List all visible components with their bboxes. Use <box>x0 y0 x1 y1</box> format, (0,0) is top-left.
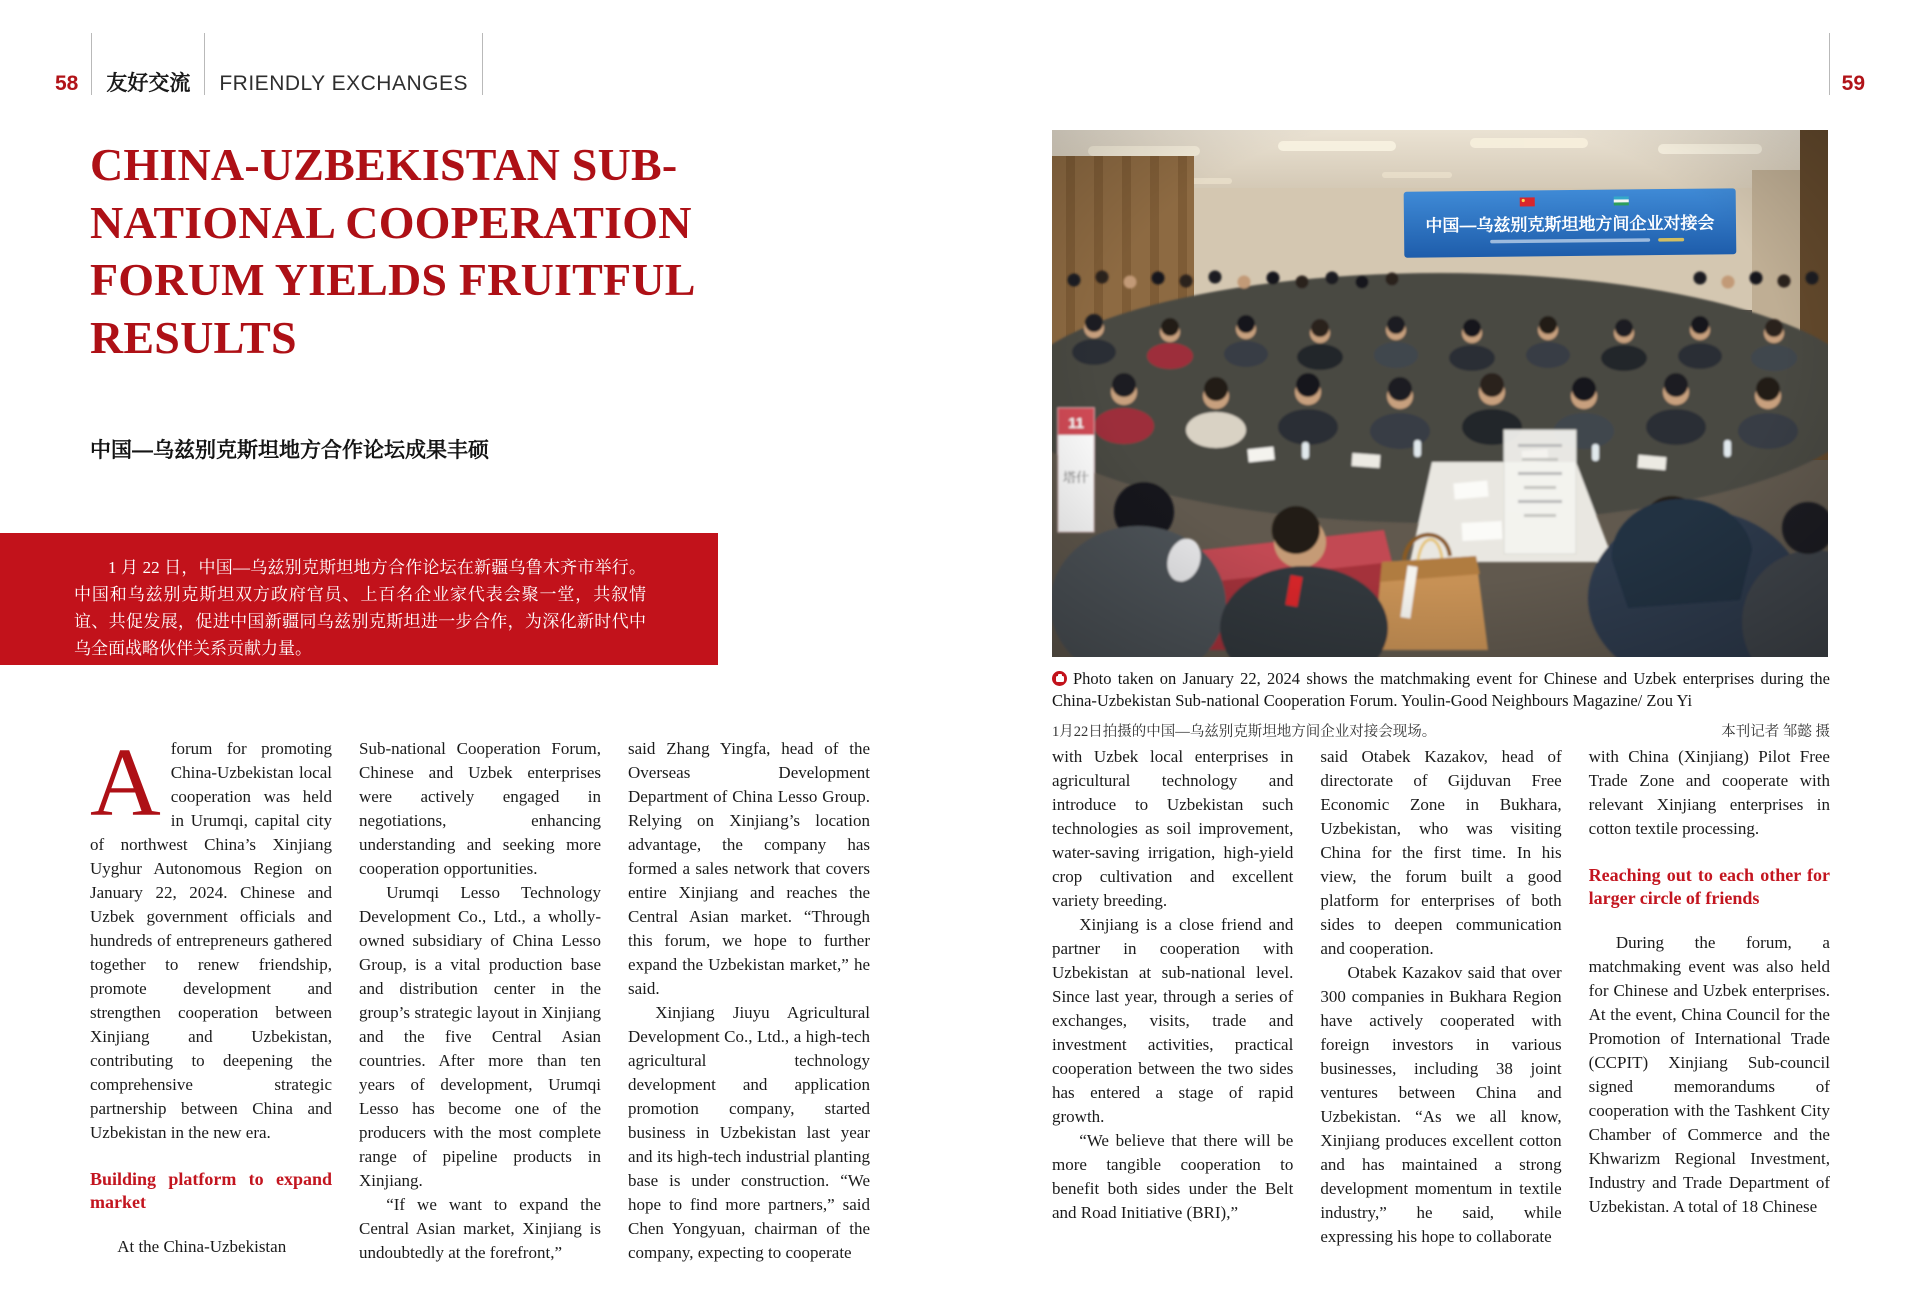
page-number-left: 58 <box>55 72 79 95</box>
text-column <box>90 737 332 1297</box>
body-paragraph: said Otabek Kazakov, head of directorate of Gijduvan Free Economic Zone in Bukhara, Uzbekistan, who was visiting China for the first time. In his view, the forum built a good platform for enterprises of both sides to deepen communication and cooperation. <box>1320 747 1562 958</box>
photo-vignette <box>1052 130 1828 657</box>
body-paragraph: Urumqi Lesso Technology Development Co., Ltd., a wholly-owned subsidiary of China Lesso Group, is a vital production base and distribution center in the group’s strategic layout in Xinjiang and the five Central Asian countries. After more than ten years of development, Urumqi Lesso has become one of the producers with the most complete range of pipeline products in Xinjiang. <box>359 883 601 1190</box>
article-title-line: FORUM YIELDS FRUITFUL <box>90 254 696 305</box>
article-title-line: NATIONAL COOPERATION <box>90 196 692 248</box>
article-title <box>90 136 730 366</box>
body-paragraph: Xinjiang Jiuyu Agricultural Development Co., Ltd., a high-tech agricultural technology development and application promotion company, started business in Uzbekistan last year and its high-tech industrial planting base is under construction. “We hope to find more partners,” said Chen Yongyuan, chairman of the company, expecting to cooperate <box>628 1003 870 1262</box>
lede-byline: 本刊记者 米日古力·吾 黑宏伟 <box>427 667 646 686</box>
camera-icon <box>1052 671 1067 686</box>
caption-text-en: Photo taken on January 22, 2024 shows the matchmaking event for Chinese and Uzbek enterprises during the China-Uzbekistan Sub-national Cooperation Forum. Youlin-Good Neighbours Magazine/ Zou Yi <box>1052 669 1830 710</box>
photo-caption <box>1052 668 1830 741</box>
caption-line-en <box>1052 668 1830 711</box>
caption-line-cn <box>1052 720 1830 741</box>
section-title-cn: 友好交流 <box>106 72 191 95</box>
running-head-left <box>55 33 483 95</box>
lede-text: 1 月 22 日，中国—乌兹别克斯坦地方合作论坛在新疆乌鲁木齐市举行。中国和乌兹别克斯坦双方政府官员、上百名企业家代表会聚一堂，共叙情谊、共促发展，促进中国新疆同乌兹别克斯坦进一步合作，为深化新时代中乌全面战略伙伴关系贡献力量。 <box>74 558 646 658</box>
photo-credit: 本刊记者 邹懿 摄 <box>1721 724 1830 740</box>
body-paragraph: Sub-national Cooperation Forum, Chinese and Uzbek enterprises were actively engaged in negotiations, enhancing understanding and seeking more cooperation opportunities. <box>359 739 601 878</box>
running-head-right <box>1829 33 1865 95</box>
body-columns-left <box>90 737 870 1297</box>
article-title-line: CHINA-UZBEKISTAN SUB- <box>90 139 678 190</box>
caption-text-cn: 1月22日拍摄的中国—乌兹别克斯坦地方间企业对接会现场。 <box>1052 724 1437 740</box>
lede-box <box>0 533 718 686</box>
body-paragraph: Aforum for promoting China-Uzbekistan local cooperation was held in Urumqi, capital city of northwest China’s Xinjiang Uyghur Autonomous Region on January 22, 2024. Chinese and Uzbek government officials and hundreds of entrepreneurs gathered together to renew friendship, promote development and strengthen cooperation between Xinjiang and Uzbekistan, contributing to deepening the comprehensive strategic partnership between China and Uzbekistan in the new era. <box>90 737 332 1142</box>
section-title-en: FRIENDLY EXCHANGES <box>219 72 468 95</box>
text-column <box>1052 745 1293 1297</box>
body-paragraph: During the forum, a matchmaking event was also held for Chinese and Uzbek enterprises. At the event, China Council for the Promotion of International Trade (CCPIT) Xinjiang Sub-council signed memorandums of cooperation with the Tashkent City Chamber of Commerce and the Khwarizm Regional Investment, Industry and Trade Department of Uzbekistan. A total of 18 Chinese <box>1588 933 1830 1216</box>
drop-cap: A <box>90 737 161 837</box>
forum-photo <box>1052 130 1828 657</box>
header-divider <box>1829 33 1830 95</box>
body-paragraph: At the China-Uzbekistan <box>117 1237 287 1256</box>
section-subhead: Building platform to expand market <box>90 1169 332 1212</box>
body-paragraph: with China (Xinjiang) Pilot Free Trade Zone and cooperate with relevant Xinjiang enterprises in cotton textile processing. <box>1588 747 1830 838</box>
body-paragraph: “We believe that there will be more tangible cooperation to benefit both sides under the Belt and Road Initiative (BRI),” <box>1052 1131 1294 1222</box>
article-subtitle-cn: 中国—乌兹别克斯坦地方合作论坛成果丰硕 <box>90 439 489 462</box>
body-columns-right <box>1052 745 1830 1297</box>
text-column <box>628 737 870 1297</box>
text-column <box>359 737 601 1297</box>
body-paragraph: with Uzbek local enterprises in agricultural technology and introduce to Uzbekistan such technologies as soil improvement, water-saving irrigation, high-yield crop cultivation and excellent variety breeding. <box>1052 747 1294 910</box>
body-paragraph: “If we want to expand the Central Asian market, Xinjiang is undoubtedly at the forefront,” <box>359 1195 601 1262</box>
header-divider <box>482 33 483 95</box>
header-divider <box>91 33 92 95</box>
text-column <box>1589 745 1830 1297</box>
body-paragraph: Xinjiang is a close friend and partner in cooperation with Uzbekistan at sub-national level. Since last year, through a series of exchanges, visits, trade and investment activities, practical cooperation between the two sides has entered a stage of rapid growth. <box>1052 915 1294 1126</box>
section-subhead: Reaching out to each other for larger circle of friends <box>1588 865 1830 908</box>
body-paragraph: said Zhang Yingfa, head of the Overseas Development Department of China Lesso Group. Relying on Xinjiang’s location advantage, the company has formed a sales network that covers entire Xinjiang and reaches the Central Asian market. “Through this forum, we hope to further expand the Uzbekistan market,” he said. <box>628 739 870 998</box>
forum-photo-art <box>1052 130 1828 657</box>
text-column <box>1320 745 1561 1297</box>
header-divider <box>204 33 205 95</box>
body-paragraph: Otabek Kazakov said that over 300 companies in Bukhara Region have actively cooperated with foreign investors in various businesses, including 38 joint ventures between China and Uzbekistan. “As we all know, Xinjiang produces excellent cotton and has maintained a strong development momentum in textile industry,” he said, while expressing his hope to collaborate <box>1320 963 1562 1246</box>
page-number-right: 59 <box>1841 72 1865 95</box>
article-title-line: RESULTS <box>90 311 297 363</box>
